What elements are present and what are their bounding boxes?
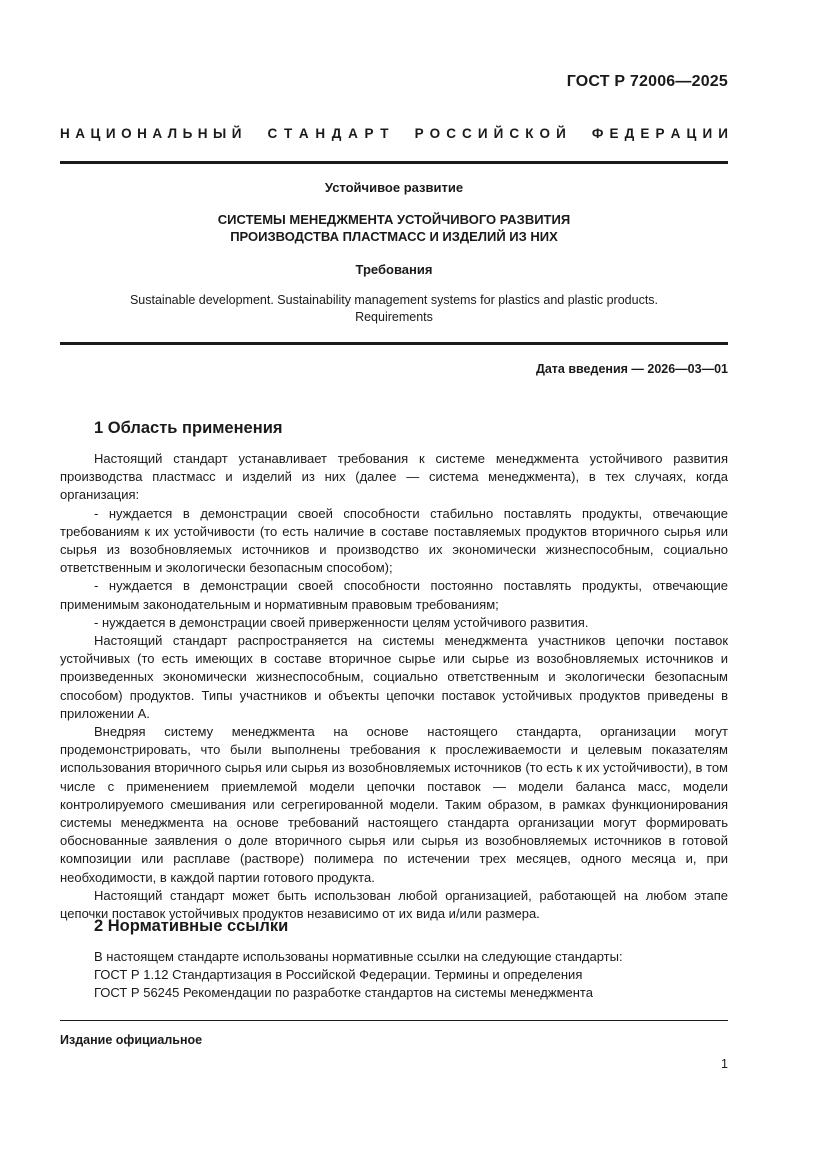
national-title-word: Р О С С И Й С К О Й [414,126,566,141]
national-title-word: С Т А Н Д А Р Т [267,126,389,141]
page-number: 1 [721,1057,728,1071]
header-rule [60,161,728,164]
reference-item: ГОСТ Р 1.12 Стандартизация в Российской Федерации. Термины и определения [94,967,583,983]
national-title-word: Н А Ц И О Н А Л Ь Н Ы Й [60,126,242,141]
section-body-scope [60,450,728,923]
paragraph: В настоящем стандарте использованы нормативные ссылки на следующие стандарты: [94,949,623,964]
english-title-line-1: Sustainable development. Sustainability management systems for plastics and plastic products. [129,293,659,307]
title-block-rule [60,342,728,345]
english-title [60,292,728,326]
introduction-date: Дата введения — 2026—03—01 [535,362,728,376]
document-subtitle: Требования [355,262,433,277]
paragraph: Настоящий стандарт распространяется на системы менеджмента участников цепочки поставок устойчивых (то есть имеющих в составе вторичное сырье или сырье из возобновляемых источников и произведенных экономически жизнеспособным, социально ответственным и экологически безопасным способом) продуктов. Типы участников и объекты цепочки поставок устойчивых продуктов приведены в приложении А. [60,633,728,721]
document-main-title [60,211,728,245]
national-standard-title [60,126,728,141]
paragraph: Настоящий стандарт может быть использован любой организацией, работающей на любом этапе цепочки поставок устойчивых продуктов независимо от их вида и/или размера. [60,887,728,922]
list-item: - нуждается в демонстрации своей приверженности целям устойчивого развития. [94,614,589,630]
paragraph: Внедряя систему менеджмента на основе настоящего стандарта, организации могут продемонстрировать, что были выполнены требования к прослеживаемости и целевым показателям использования вторичного сырья или сырья из возобновляемых источников (то есть к их устойчивости), в том числе с применением приемлемой модели цепочки поставок — модели баланса масс, модели контролируемого смешивания или сегрегированной модели. Таким образом, в рамках функционирования системы менеджмента на основе требований настоящего стандарта организации могут формировать обоснованные заявления о доле вторичного сырья или сырья из возобновляемых источников в готовой композиции или расплаве (растворе) полимера по истечении трех месяцев, одного месяца и, при необходимости, в каждой партии готового продукта. [60,724,728,885]
section-body-normative-references [60,948,728,1003]
document-code: ГОСТ Р 72006—2025 [566,73,728,90]
english-title-line-2: Requirements [355,310,433,324]
series-title: Устойчивое развитие [324,180,464,195]
section-heading-normative-references: 2 Нормативные ссылки [94,917,289,935]
main-title-line-2: ПРОИЗВОДСТВА ПЛАСТМАСС И ИЗДЕЛИЙ ИЗ НИХ [230,229,558,244]
main-title-line-1: СИСТЕМЫ МЕНЕДЖМЕНТА УСТОЙЧИВОГО РАЗВИТИЯ [217,212,571,227]
list-item: - нуждается в демонстрации своей способности постоянно поставлять продукты, отвечающие применимым законодательным и нормативным правовым требованиям; [60,578,728,612]
list-item: - нуждается в демонстрации своей способности стабильно поставлять продукты, отвечающие требованиям к их устойчивости (то есть наличие в составе поставляемых продуктов вторичного сырья или сырья из возобновляемых источников и производство их экономически жизнеспособным, социально ответственным и экологически безопасным способом); [60,505,728,576]
reference-item: ГОСТ Р 56245 Рекомендации по разработке стандартов на системы менеджмента [94,985,593,1001]
national-title-word: Ф Е Д Е Р А Ц И И [591,126,728,141]
paragraph: Настоящий стандарт устанавливает требования к системе менеджмента устойчивого развития производства пластмасс и изделий из них (далее — система менеджмента), в тех случаях, когда организация: [60,451,728,503]
section-heading-scope: 1 Область применения [94,419,283,437]
official-edition-label: Издание официальное [60,1033,203,1047]
footer-rule [60,1020,728,1021]
